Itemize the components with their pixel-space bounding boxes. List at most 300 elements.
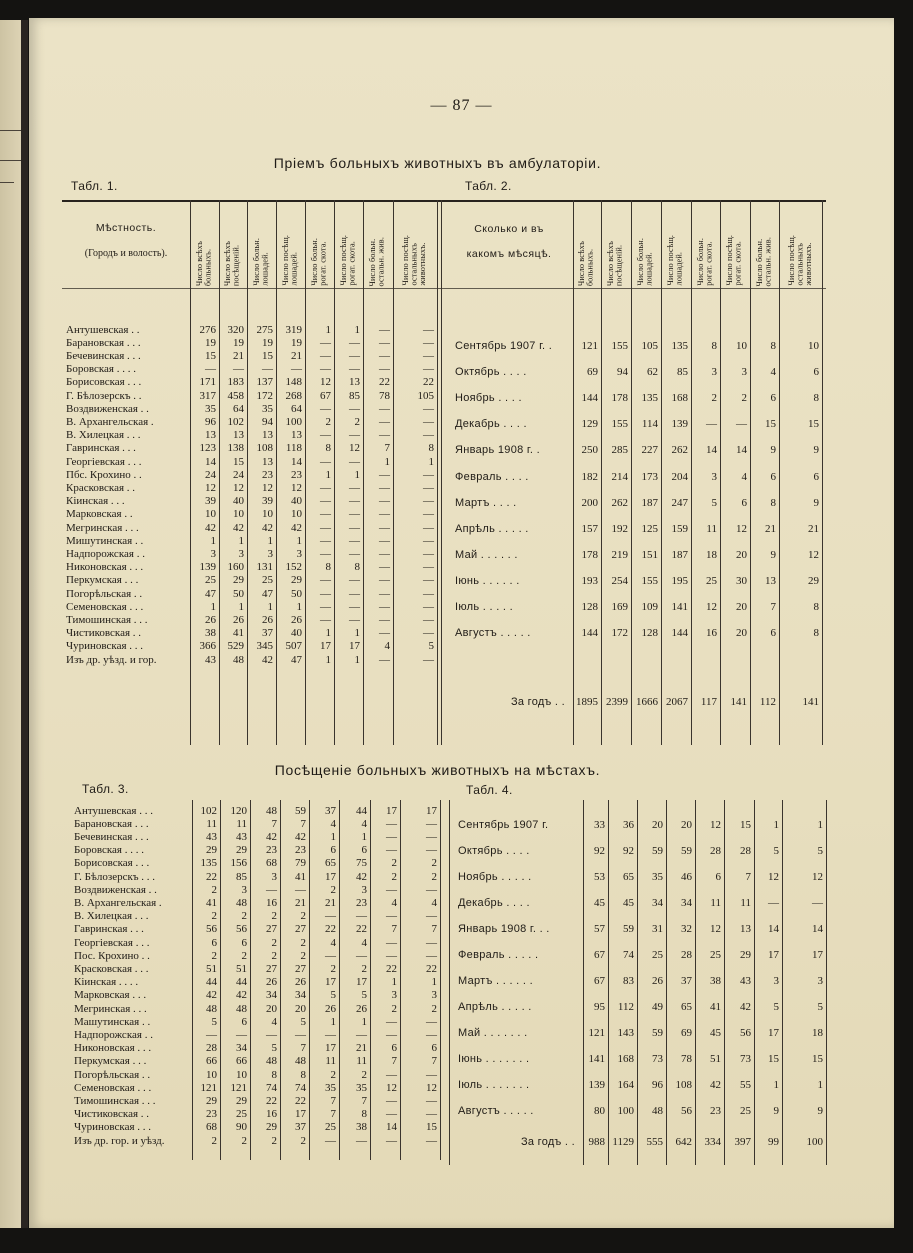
value-cell: 37 bbox=[681, 975, 692, 987]
value-cell: 3 bbox=[271, 870, 277, 883]
value-cell: 42 bbox=[295, 830, 306, 843]
value-cell: 25 bbox=[710, 949, 721, 961]
value-cell: — bbox=[320, 613, 331, 626]
value-cell: 7 bbox=[300, 1042, 306, 1055]
value-cell: 27 bbox=[266, 923, 277, 936]
value-cell: 12 bbox=[233, 481, 244, 494]
value-cell: — bbox=[423, 363, 434, 376]
value-cell: 14 bbox=[291, 455, 302, 468]
value-cell: 73 bbox=[652, 1053, 663, 1065]
value-cell: 23 bbox=[710, 1105, 721, 1117]
value-cell: 5 bbox=[300, 1015, 306, 1028]
value-cell: 529 bbox=[227, 640, 244, 653]
row-label: Надпорожская . . bbox=[66, 547, 145, 560]
row-label: Барановская . . . bbox=[74, 817, 149, 830]
value-cell: 160 bbox=[227, 561, 244, 574]
value-cell: 138 bbox=[227, 442, 244, 455]
value-cell: 168 bbox=[617, 1053, 634, 1065]
value-cell: — bbox=[379, 600, 390, 613]
value-cell: 2 bbox=[211, 949, 217, 962]
value-cell: — bbox=[386, 1134, 397, 1147]
column-header-text: Число больн. остальн. жив. bbox=[368, 236, 386, 286]
value-cell: 64 bbox=[291, 402, 302, 415]
value-cell: 42 bbox=[262, 521, 273, 534]
row-label: Красковская . . . bbox=[74, 962, 149, 975]
value-cell: — bbox=[349, 534, 360, 547]
value-cell: 48 bbox=[652, 1105, 663, 1117]
value-cell: 172 bbox=[256, 389, 273, 402]
value-cell: 5 bbox=[773, 845, 779, 857]
table-row bbox=[72, 1082, 440, 1095]
value-cell: — bbox=[386, 1108, 397, 1121]
value-cell: 3 bbox=[431, 989, 437, 1002]
value-cell: — bbox=[386, 844, 397, 857]
value-cell: 29 bbox=[206, 844, 217, 857]
column-header-text: Число всѣхъ больныхъ. bbox=[194, 240, 213, 286]
value-cell: 144 bbox=[581, 627, 598, 640]
value-cell: — bbox=[349, 336, 360, 349]
value-cell: 108 bbox=[675, 1079, 692, 1091]
value-cell: 12 bbox=[812, 871, 823, 883]
table-row bbox=[445, 523, 822, 537]
table-row bbox=[62, 482, 437, 495]
value-cell: 3 bbox=[238, 547, 244, 560]
value-cell: 1 bbox=[428, 455, 434, 468]
value-cell: 46 bbox=[681, 871, 692, 883]
value-cell: 2 bbox=[431, 1002, 437, 1015]
value-cell: 47 bbox=[205, 587, 216, 600]
table-row bbox=[72, 844, 440, 857]
value-cell: 118 bbox=[285, 442, 302, 455]
table-row bbox=[62, 350, 437, 363]
value-cell: — bbox=[320, 481, 331, 494]
value-cell: 14 bbox=[706, 444, 717, 457]
value-cell: — bbox=[205, 363, 216, 376]
value-cell: 131 bbox=[256, 561, 273, 574]
value-cell: — bbox=[426, 1134, 437, 1147]
row-label: Чуриновская . . . bbox=[74, 1121, 152, 1134]
value-cell: 6 bbox=[330, 844, 336, 857]
value-cell: 2 bbox=[271, 1134, 277, 1147]
table-row bbox=[62, 627, 437, 640]
column-header bbox=[661, 204, 691, 286]
value-cell: 28 bbox=[740, 845, 751, 857]
value-cell: 276 bbox=[199, 323, 216, 336]
value-cell: — bbox=[379, 653, 390, 666]
value-cell: 100 bbox=[617, 1105, 634, 1117]
row-label: Октябрь . . . . bbox=[455, 366, 527, 379]
row-label: Изъ др. уѣзд. и гор. bbox=[66, 653, 157, 666]
value-cell: 1 bbox=[361, 1015, 367, 1028]
value-cell: 2 bbox=[354, 415, 360, 428]
value-cell: 4 bbox=[361, 936, 367, 949]
value-cell: 108 bbox=[256, 442, 273, 455]
table-row bbox=[445, 497, 822, 511]
table-row bbox=[453, 845, 826, 859]
value-cell: — bbox=[386, 949, 397, 962]
row-label: В. Архангельская . bbox=[74, 896, 162, 909]
value-cell: 28 bbox=[206, 1042, 217, 1055]
value-cell: 17 bbox=[768, 949, 779, 961]
column-header-text: Число больн. остальн. жив. bbox=[754, 236, 773, 286]
row-label: Сентябрь 1907 г. . bbox=[455, 340, 553, 352]
value-cell: 29 bbox=[291, 574, 302, 587]
value-cell: 12 bbox=[320, 376, 331, 389]
value-cell: 1 bbox=[267, 534, 273, 547]
row-label: Мишутинская . . bbox=[66, 534, 144, 547]
value-cell: — bbox=[423, 429, 434, 442]
value-cell: 51 bbox=[710, 1053, 721, 1065]
value-cell: 34 bbox=[236, 1042, 247, 1055]
table-row bbox=[62, 337, 437, 350]
value-cell: 6 bbox=[241, 1015, 247, 1028]
value-cell: 16 bbox=[266, 1108, 277, 1121]
table-row bbox=[62, 588, 437, 601]
value-cell: 139 bbox=[199, 561, 216, 574]
value-cell: — bbox=[386, 936, 397, 949]
table-row bbox=[72, 989, 440, 1002]
value-cell: 139 bbox=[671, 418, 688, 431]
row-label: Перкумская . . . bbox=[74, 1055, 147, 1068]
value-cell: — bbox=[423, 323, 434, 336]
value-cell: 247 bbox=[671, 496, 688, 509]
column-header bbox=[334, 204, 363, 286]
value-cell: 26 bbox=[233, 613, 244, 626]
value-cell: 22 bbox=[325, 923, 336, 936]
value-cell: 320 bbox=[227, 323, 244, 336]
value-cell: 26 bbox=[325, 1002, 336, 1015]
column-header bbox=[691, 204, 720, 286]
table-row bbox=[72, 1121, 440, 1134]
value-cell: 15 bbox=[740, 819, 751, 831]
value-cell: 3 bbox=[210, 547, 216, 560]
value-cell: — bbox=[423, 613, 434, 626]
value-cell: 25 bbox=[652, 949, 663, 961]
value-cell: 65 bbox=[325, 857, 336, 870]
row-label: Марковская . . . bbox=[74, 989, 147, 1002]
value-cell: — bbox=[423, 561, 434, 574]
value-cell: 80 bbox=[594, 1105, 605, 1117]
value-cell: — bbox=[426, 936, 437, 949]
value-cell: — bbox=[386, 817, 397, 830]
column-rule bbox=[822, 200, 823, 745]
value-cell: 69 bbox=[587, 366, 598, 379]
value-cell: 11 bbox=[706, 522, 717, 535]
value-cell: 129 bbox=[581, 418, 598, 431]
value-cell: 1 bbox=[773, 1079, 779, 1091]
table-row bbox=[72, 976, 440, 989]
value-cell: 317 bbox=[199, 389, 216, 402]
table-row bbox=[62, 429, 437, 442]
value-cell: 6 bbox=[715, 871, 721, 883]
value-cell: 11 bbox=[710, 897, 721, 909]
row-label: Георгіевская . . . bbox=[74, 936, 150, 949]
value-cell: 100 bbox=[285, 415, 302, 428]
column-rule bbox=[441, 200, 442, 745]
value-cell: — bbox=[349, 455, 360, 468]
table-top-rule bbox=[62, 200, 826, 202]
row-label: Воздвиженская . . bbox=[66, 402, 149, 415]
value-cell: 141 bbox=[671, 601, 688, 613]
row-label: Георгіевская . . . bbox=[66, 455, 142, 468]
value-cell: — bbox=[349, 363, 360, 376]
value-cell: 2 bbox=[211, 910, 217, 923]
value-cell: 1 bbox=[330, 830, 336, 843]
value-cell: — bbox=[423, 402, 434, 415]
value-cell: 18 bbox=[706, 548, 717, 561]
table-row bbox=[72, 963, 440, 976]
value-cell: 67 bbox=[594, 975, 605, 987]
value-cell: 2 bbox=[361, 962, 367, 975]
value-cell: 1666 bbox=[636, 696, 658, 708]
value-cell: 172 bbox=[611, 627, 628, 640]
value-cell: — bbox=[349, 587, 360, 600]
adjacent-page-rule bbox=[0, 160, 21, 161]
column-header-text: Число посѣщ. остальныхъ животныхъ. bbox=[786, 235, 813, 286]
value-cell: 4 bbox=[271, 1015, 277, 1028]
value-cell: 105 bbox=[641, 340, 658, 352]
value-cell: 195 bbox=[671, 574, 688, 587]
value-cell: 10 bbox=[233, 508, 244, 521]
value-cell: — bbox=[320, 574, 331, 587]
value-cell: 43 bbox=[236, 830, 247, 843]
value-cell: 1 bbox=[361, 830, 367, 843]
value-cell: — bbox=[349, 508, 360, 521]
row-label: Кіинская . . . bbox=[66, 495, 125, 508]
value-cell: 18 bbox=[812, 1027, 823, 1039]
value-cell: — bbox=[386, 883, 397, 896]
value-cell: 42 bbox=[233, 521, 244, 534]
value-cell: 94 bbox=[262, 415, 273, 428]
value-cell: 8 bbox=[354, 561, 360, 574]
value-cell: 34 bbox=[295, 989, 306, 1002]
value-cell: 15 bbox=[765, 418, 776, 431]
value-cell: 155 bbox=[611, 340, 628, 352]
column-header-text: Число посѣщ. остальныхъ животныхъ. bbox=[401, 235, 428, 286]
value-cell: 4 bbox=[330, 817, 336, 830]
row-label: Антушевская . . bbox=[66, 323, 140, 336]
value-cell: — bbox=[423, 600, 434, 613]
page-number: — 87 — bbox=[430, 97, 493, 114]
value-cell: 254 bbox=[611, 574, 628, 587]
value-cell: 17 bbox=[325, 1042, 336, 1055]
row-label: Никоновская . . . bbox=[74, 1042, 152, 1055]
column-header-text: Число больн. лошадей. bbox=[636, 238, 654, 286]
value-cell: — bbox=[236, 1028, 247, 1041]
value-cell: 152 bbox=[285, 561, 302, 574]
value-cell: 2 bbox=[361, 1068, 367, 1081]
value-cell: 20 bbox=[736, 548, 747, 561]
value-cell: 16 bbox=[706, 627, 717, 640]
value-cell: 250 bbox=[581, 444, 598, 457]
value-cell: 227 bbox=[641, 444, 658, 457]
table-row bbox=[453, 949, 826, 963]
value-cell: — bbox=[379, 561, 390, 574]
table-row bbox=[72, 897, 440, 910]
value-cell: 21 bbox=[765, 522, 776, 535]
value-cell: 51 bbox=[236, 962, 247, 975]
value-cell: 6 bbox=[813, 366, 819, 379]
value-cell: — bbox=[320, 429, 331, 442]
value-cell: 262 bbox=[611, 496, 628, 509]
value-cell: 29 bbox=[236, 844, 247, 857]
column-header-text: Число посѣщ. рогат. скота. bbox=[338, 235, 357, 286]
table-row bbox=[445, 418, 822, 432]
row-label: Борисовская . . . bbox=[66, 376, 142, 389]
adjacent-page-rule bbox=[0, 130, 21, 131]
value-cell: 56 bbox=[681, 1105, 692, 1117]
value-cell: 4 bbox=[330, 936, 336, 949]
value-cell: 34 bbox=[266, 989, 277, 1002]
value-cell: 7 bbox=[300, 817, 306, 830]
value-cell: — bbox=[426, 949, 437, 962]
row-label: Надпорожская . . bbox=[74, 1028, 153, 1041]
value-cell: 2 bbox=[391, 870, 397, 883]
value-cell: 68 bbox=[266, 857, 277, 870]
value-cell: 1 bbox=[431, 976, 437, 989]
row-label: Погорѣльская . . bbox=[74, 1068, 151, 1081]
value-cell: 19 bbox=[233, 336, 244, 349]
value-cell: 12 bbox=[291, 481, 302, 494]
value-cell: 2 bbox=[271, 910, 277, 923]
value-cell: 3 bbox=[361, 883, 367, 896]
row-label: Семеновская . . . bbox=[74, 1081, 152, 1094]
value-cell: — bbox=[379, 429, 390, 442]
value-cell: 64 bbox=[233, 402, 244, 415]
value-cell: 25 bbox=[706, 574, 717, 587]
value-cell: 3 bbox=[296, 547, 302, 560]
value-cell: 1129 bbox=[612, 1136, 634, 1148]
value-cell: 38 bbox=[356, 1121, 367, 1134]
value-cell: 397 bbox=[734, 1136, 751, 1148]
total-row bbox=[453, 1136, 826, 1150]
table4-label: Табл. 4. bbox=[466, 783, 513, 797]
row-label: Гавринская . . . bbox=[66, 442, 136, 455]
value-cell: 20 bbox=[295, 1002, 306, 1015]
value-cell: 100 bbox=[806, 1136, 823, 1148]
value-cell: 78 bbox=[681, 1053, 692, 1065]
value-cell: 32 bbox=[681, 923, 692, 935]
value-cell: 48 bbox=[236, 1002, 247, 1015]
column-header-text: Число больн. рогат. скота. bbox=[695, 238, 714, 286]
value-cell: 6 bbox=[241, 936, 247, 949]
value-cell: 17 bbox=[325, 870, 336, 883]
row-label: Изъ др. гор. и уѣзд. bbox=[74, 1134, 165, 1147]
value-cell: 74 bbox=[623, 949, 634, 961]
row-label: Мартъ . . . . bbox=[455, 496, 517, 509]
row-label: Іюнь . . . . . . bbox=[455, 574, 520, 587]
value-cell: — bbox=[349, 495, 360, 508]
row-label: Чуриновская . . . bbox=[66, 640, 144, 653]
value-cell: 48 bbox=[206, 1002, 217, 1015]
value-cell: 15 bbox=[205, 349, 216, 362]
table-row bbox=[72, 1042, 440, 1055]
value-cell: 17 bbox=[295, 1108, 306, 1121]
value-cell: 26 bbox=[291, 613, 302, 626]
value-cell: 99 bbox=[768, 1136, 779, 1148]
value-cell: 48 bbox=[233, 653, 244, 666]
column-rule bbox=[826, 800, 827, 1165]
value-cell: 95 bbox=[594, 1001, 605, 1013]
value-cell: 112 bbox=[759, 696, 776, 708]
value-cell: — bbox=[423, 574, 434, 587]
value-cell: 38 bbox=[710, 975, 721, 987]
column-rule bbox=[440, 800, 441, 1160]
value-cell: 2 bbox=[431, 857, 437, 870]
value-cell: 268 bbox=[285, 389, 302, 402]
value-cell: — bbox=[356, 1028, 367, 1041]
value-cell: 169 bbox=[611, 601, 628, 613]
value-cell: 74 bbox=[266, 1081, 277, 1094]
value-cell: 17 bbox=[812, 949, 823, 961]
value-cell: — bbox=[379, 613, 390, 626]
value-cell: — bbox=[320, 363, 331, 376]
value-cell: 15 bbox=[233, 455, 244, 468]
table-row bbox=[72, 831, 440, 844]
value-cell: 9 bbox=[813, 496, 819, 509]
value-cell: 3 bbox=[773, 975, 779, 987]
value-cell: — bbox=[379, 363, 390, 376]
value-cell: — bbox=[349, 613, 360, 626]
value-cell: 6 bbox=[391, 1042, 397, 1055]
value-cell: — bbox=[423, 336, 434, 349]
value-cell: 285 bbox=[611, 444, 628, 457]
total-label: За годъ . . bbox=[520, 1136, 575, 1148]
value-cell: 15 bbox=[768, 1053, 779, 1065]
value-cell: — bbox=[320, 455, 331, 468]
value-cell: 3 bbox=[711, 470, 717, 483]
value-cell: 22 bbox=[379, 376, 390, 389]
value-cell: — bbox=[379, 547, 390, 560]
row-label: Май . . . . . . . bbox=[458, 1027, 528, 1039]
value-cell: 35 bbox=[356, 1081, 367, 1094]
value-cell: 6 bbox=[770, 627, 776, 640]
value-cell: 19 bbox=[262, 336, 273, 349]
value-cell: 9 bbox=[817, 1105, 823, 1117]
value-cell: 9 bbox=[773, 1105, 779, 1117]
value-cell: 319 bbox=[285, 323, 302, 336]
row-label: Чистиковская . . bbox=[66, 627, 142, 640]
value-cell: — bbox=[386, 1068, 397, 1081]
section-title-outpatient: Пріемъ больныхъ животныхъ въ амбулаторіи. bbox=[273, 155, 602, 171]
value-cell: 2 bbox=[330, 1068, 336, 1081]
value-cell: — bbox=[349, 402, 360, 415]
table-row bbox=[72, 1016, 440, 1029]
column-header bbox=[779, 204, 822, 286]
value-cell: 7 bbox=[431, 923, 437, 936]
value-cell: 53 bbox=[594, 871, 605, 883]
value-cell: — bbox=[320, 600, 331, 613]
value-cell: 39 bbox=[205, 495, 216, 508]
value-cell: — bbox=[320, 402, 331, 415]
value-cell: — bbox=[423, 415, 434, 428]
value-cell: 59 bbox=[652, 845, 663, 857]
value-cell: — bbox=[356, 949, 367, 962]
value-cell: 12 bbox=[736, 522, 747, 535]
row-label: Декабрь . . . . bbox=[458, 897, 530, 909]
table-row bbox=[62, 535, 437, 548]
table-row bbox=[453, 1001, 826, 1015]
value-cell: — bbox=[266, 1028, 277, 1041]
value-cell: 49 bbox=[652, 1001, 663, 1013]
row-label: Май . . . . . . bbox=[455, 548, 518, 561]
value-cell: 1 bbox=[330, 1015, 336, 1028]
value-cell: 85 bbox=[236, 870, 247, 883]
value-cell: 8 bbox=[813, 627, 819, 640]
row-label: Іюль . . . . . bbox=[455, 601, 513, 613]
value-cell: 105 bbox=[417, 389, 434, 402]
row-label: Пос. Крохино . . bbox=[74, 949, 150, 962]
